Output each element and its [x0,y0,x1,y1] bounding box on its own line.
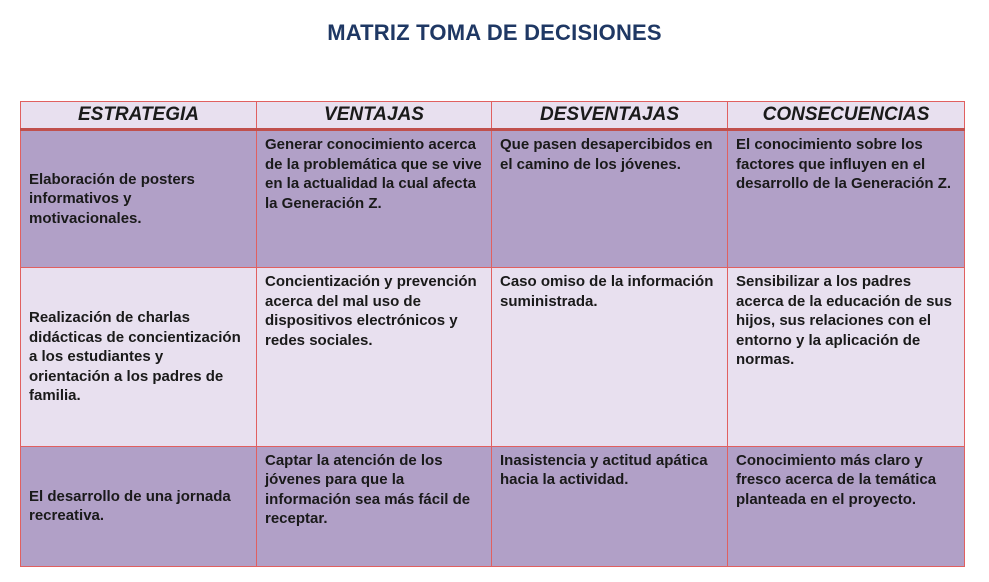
cell-estrategia: Elaboración de posters informativos y motivacionales. [21,130,257,268]
table-row [21,130,965,268]
cell-desventajas: Caso omiso de la información suministrada. [492,268,728,446]
header-consecuencias: CONSECUENCIAS [728,102,965,130]
cell-desventajas: Inasistencia y actitud apática hacia la actividad. [492,446,728,566]
cell-consecuencias: Sensibilizar a los padres acerca de la educación de sus hijos, sus relaciones con el entorno y la aplicación de normas. [728,268,965,446]
cell-estrategia: El desarrollo de una jornada recreativa. [21,446,257,566]
cell-desventajas: Que pasen desapercibidos en el camino de los jóvenes. [492,130,728,268]
cell-ventajas: Captar la atención de los jóvenes para que la información sea más fácil de receptar. [257,446,492,566]
table-header-row [21,102,965,130]
cell-ventajas: Concientización y prevención acerca del mal uso de dispositivos electrónicos y redes sociales. [257,268,492,446]
cell-estrategia: Realización de charlas didácticas de concientización a los estudiantes y orientación a los padres de familia. [21,268,257,446]
cell-consecuencias: El conocimiento sobre los factores que influyen en el desarrollo de la Generación Z. [728,130,965,268]
page-title: MATRIZ TOMA DE DECISIONES [327,20,662,45]
header-desventajas: DESVENTAJAS [492,102,728,130]
decision-matrix-table [20,101,965,567]
cell-consecuencias: Conocimiento más claro y fresco acerca de la temática planteada en el proyecto. [728,446,965,566]
header-ventajas: VENTAJAS [257,102,492,130]
table-row [21,446,965,566]
cell-ventajas: Generar conocimiento acerca de la problemática que se vive en la actualidad la cual afecta la Generación Z. [257,130,492,268]
table-row [21,268,965,446]
header-estrategia: ESTRATEGIA [21,102,257,130]
